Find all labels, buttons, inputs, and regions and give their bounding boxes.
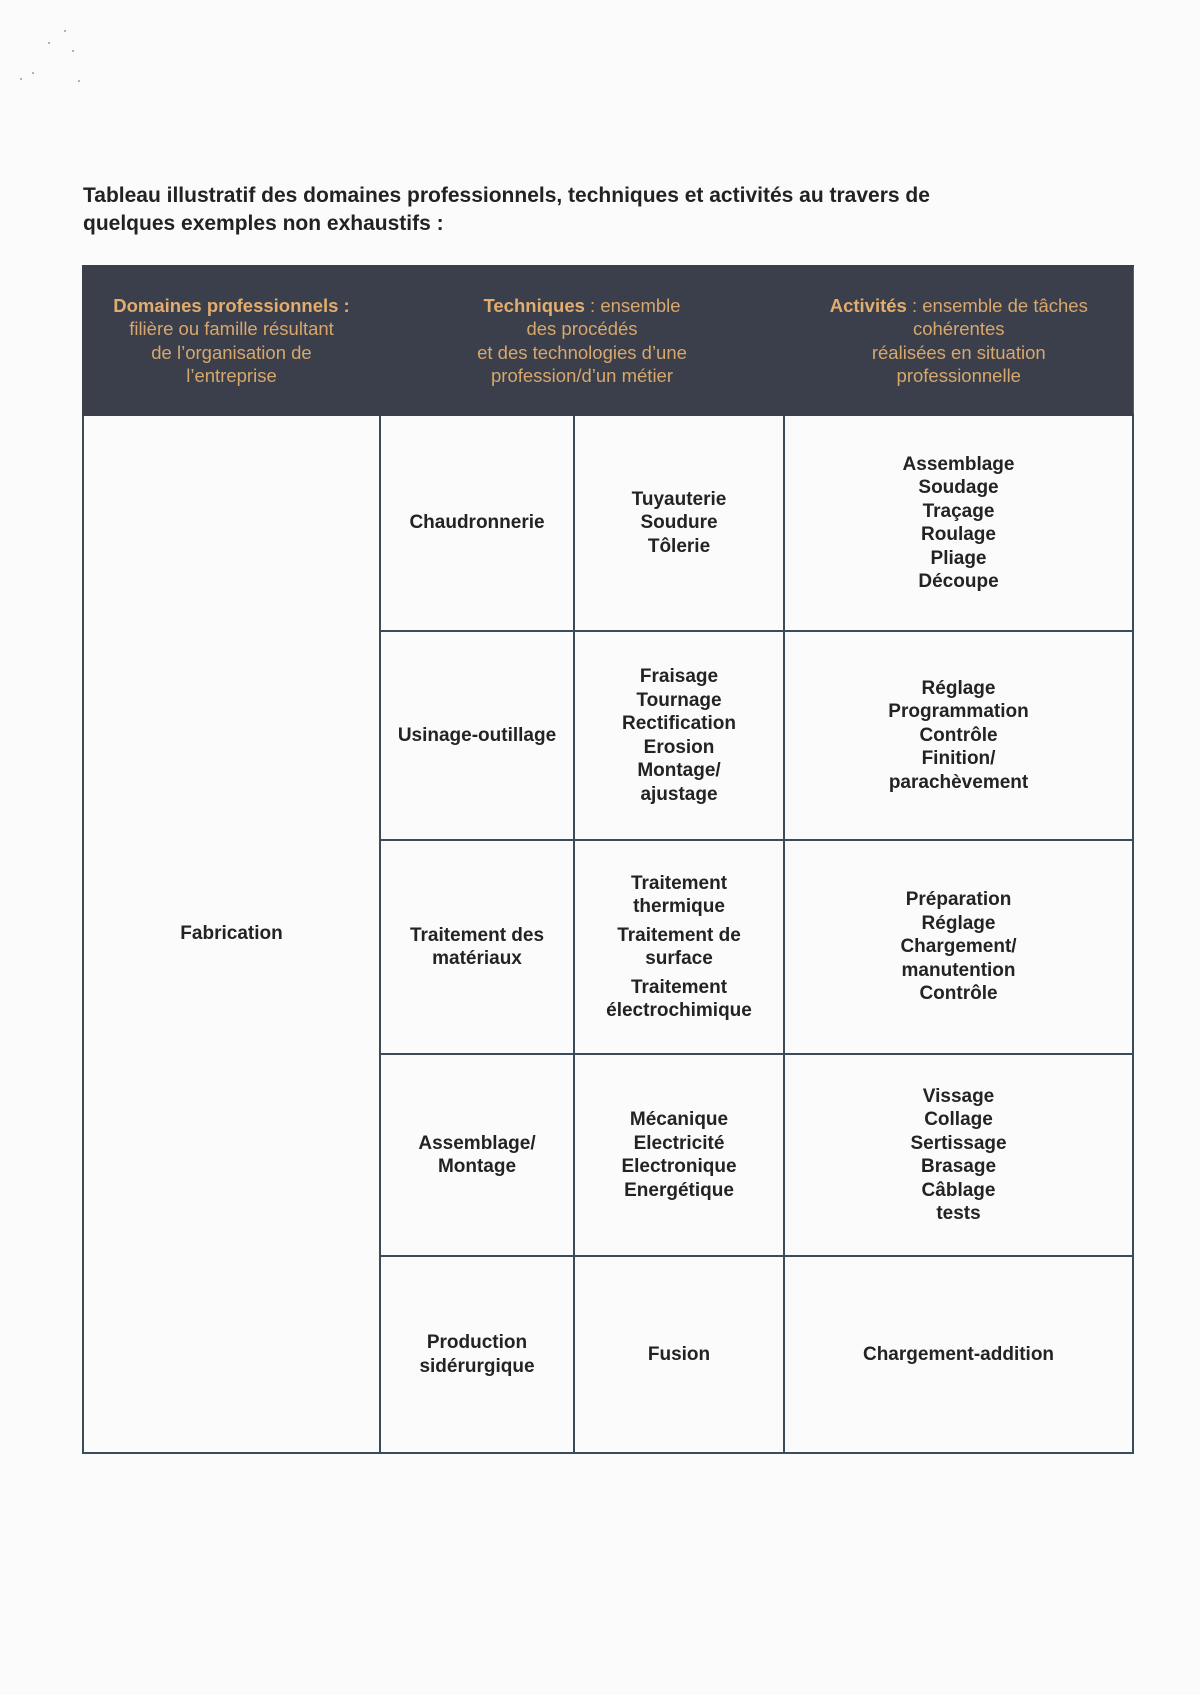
- activities-cell: [784, 1054, 1133, 1256]
- header-activites-rest: : ensemble de tâches: [906, 294, 1088, 316]
- table-body: [83, 415, 1133, 1453]
- activity-line: parachèvement: [888, 771, 1029, 793]
- header-domaines: [83, 266, 380, 415]
- activity-line: Chargement/: [900, 936, 1017, 958]
- header-activites-line: professionnelle: [896, 365, 1021, 386]
- sub-technique-cell: [574, 1256, 784, 1453]
- sub-technique-group: [581, 736, 777, 760]
- technique-cell: [380, 415, 574, 631]
- sub-technique-group: [581, 1132, 777, 1156]
- sub-technique-group: [581, 511, 777, 535]
- activity-line: Vissage: [922, 1085, 995, 1107]
- sub-technique-group: [581, 535, 777, 559]
- sub-technique-line: Traitement: [630, 976, 728, 998]
- activity-line: tests: [936, 1203, 981, 1224]
- technique-line: Traitement des: [409, 924, 545, 946]
- caption-line-1: Tableau illustratif des domaines professionnels, techniques et activités au travers de: [83, 184, 930, 207]
- sub-technique-line: Soudure: [640, 512, 718, 534]
- header-techniques-rest: : ensemble: [584, 294, 681, 316]
- technique-line: matériaux: [432, 948, 522, 969]
- technique-cell: [380, 1054, 574, 1256]
- sub-technique-cell: [574, 1054, 784, 1256]
- sub-technique-line: Fraisage: [639, 666, 719, 687]
- sub-technique-group: [581, 665, 777, 689]
- sub-technique-group: [581, 1179, 777, 1203]
- activity-line: Pliage: [930, 547, 987, 569]
- activity-line: Roulage: [921, 524, 996, 545]
- sub-technique-line: Electricité: [633, 1132, 725, 1154]
- technique-line: Production: [426, 1332, 528, 1353]
- technique-line: Usinage-outillage: [397, 724, 557, 746]
- activity-line: Traçage: [922, 500, 995, 522]
- activity-line: Chargement-addition: [862, 1343, 1055, 1365]
- sub-technique-line: Traitement de: [617, 924, 741, 946]
- activity-line: Câblage: [921, 1179, 996, 1201]
- header-activites-line: cohérentes: [912, 318, 1005, 339]
- sub-technique-group: [581, 712, 777, 736]
- sub-technique-cell: [574, 415, 784, 631]
- caption-line-2: quelques exemples non exhaustifs :: [83, 212, 444, 235]
- activity-line: Soudage: [918, 477, 999, 498]
- table-row: [83, 415, 1133, 631]
- activity-line: Contrôle: [919, 983, 998, 1005]
- sub-technique-line: Fusion: [647, 1343, 711, 1365]
- technique-cell: [380, 840, 574, 1054]
- sub-technique-cell: [574, 840, 784, 1054]
- header-techniques-line: profession/d’un métier: [491, 365, 674, 386]
- sub-technique-line: Electronique: [621, 1156, 737, 1177]
- header-activites: [784, 266, 1133, 415]
- activity-line: Réglage: [921, 912, 996, 934]
- sub-technique-line: Tôlerie: [647, 535, 711, 557]
- domains-table: [82, 265, 1134, 1454]
- activities-cell: [784, 631, 1133, 840]
- activity-line: manutention: [901, 959, 1016, 981]
- scan-specks: [18, 26, 98, 96]
- sub-technique-group: [581, 488, 777, 512]
- activities-cell: [784, 415, 1133, 631]
- header-row: [83, 266, 1133, 415]
- technique-line: sidérurgique: [419, 1355, 535, 1377]
- activity-line: Sertissage: [910, 1132, 1007, 1154]
- sub-technique-line: ajustage: [640, 783, 718, 805]
- sub-technique-group: [581, 759, 777, 806]
- activity-line: Contrôle: [919, 724, 998, 746]
- sub-technique-line: thermique: [633, 896, 725, 917]
- activity-line: Assemblage: [902, 453, 1015, 475]
- header-techniques-keyword: Techniques: [483, 294, 585, 316]
- header-activites-keyword: Activités: [829, 294, 907, 316]
- activities-cell: [784, 1256, 1133, 1453]
- sub-technique-line: surface: [645, 948, 713, 969]
- technique-cell: [380, 631, 574, 840]
- sub-technique-cell: [574, 631, 784, 840]
- sub-technique-group: [581, 976, 777, 1023]
- sub-technique-line: Traitement: [630, 872, 728, 894]
- sub-technique-line: Mécanique: [629, 1109, 729, 1130]
- header-domaines-line: de l’organisation de: [151, 341, 312, 363]
- technique-cell: [380, 1256, 574, 1453]
- sub-technique-line: Tournage: [636, 689, 722, 711]
- activity-line: Finition/: [921, 748, 996, 770]
- activity-line: Brasage: [921, 1156, 997, 1177]
- sub-technique-group: [581, 1155, 777, 1179]
- sub-technique-line: Montage/: [637, 760, 721, 781]
- domain-cell: [83, 415, 380, 1453]
- header-techniques-line: et des technologies d’une: [477, 341, 687, 363]
- header-domaines-line: filière ou famille résultant: [129, 318, 334, 339]
- sub-technique-group: [581, 1108, 777, 1132]
- header-activites-line: réalisées en situation: [871, 341, 1046, 363]
- sub-technique-line: Erosion: [643, 736, 715, 758]
- sub-technique-line: Tuyauterie: [631, 488, 727, 510]
- activity-line: Réglage: [921, 677, 996, 699]
- sub-technique-line: Energétique: [624, 1179, 734, 1201]
- sub-technique-group: [581, 1343, 777, 1367]
- activity-line: Préparation: [905, 889, 1012, 911]
- sub-technique-group: [581, 689, 777, 713]
- header-domaines-keyword: Domaines professionnels :: [113, 294, 350, 316]
- activity-line: Découpe: [918, 571, 999, 592]
- sub-technique-line: Rectification: [621, 713, 737, 734]
- domain-label: Fabrication: [180, 923, 283, 945]
- header-techniques: [380, 266, 784, 415]
- sub-technique-group: [581, 924, 777, 971]
- sub-technique-line: électrochimique: [606, 1000, 752, 1021]
- table-caption: [83, 182, 1083, 238]
- technique-line: Montage: [437, 1156, 517, 1177]
- sub-technique-group: [581, 872, 777, 919]
- header-domaines-line: l’entreprise: [186, 365, 277, 386]
- technique-line: Chaudronnerie: [409, 512, 545, 534]
- technique-line: Assemblage/: [418, 1132, 536, 1154]
- header-techniques-line: des procédés: [526, 318, 638, 339]
- activity-line: Collage: [924, 1109, 993, 1130]
- activities-cell: [784, 840, 1133, 1054]
- activity-line: Programmation: [888, 701, 1029, 723]
